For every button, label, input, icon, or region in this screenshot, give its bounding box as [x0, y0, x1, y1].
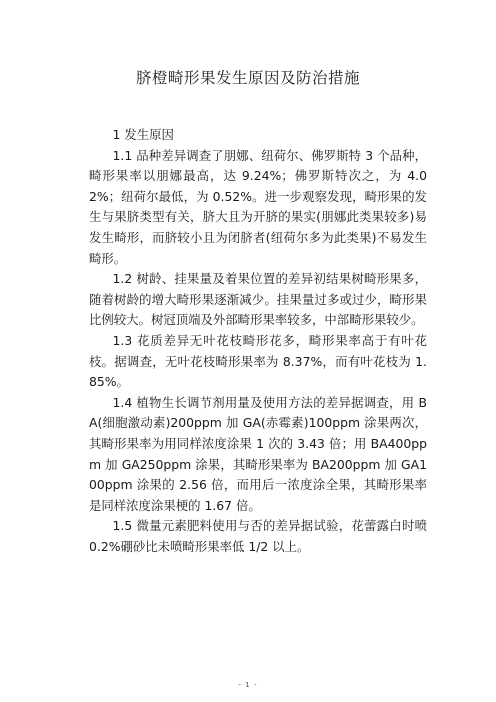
paragraph-growth-regulator-difference: 1.4 植物生长调节剂用量及使用方法的差异据调查，用 BA(细胞激动素)200ppm 加 GA(赤霉素)100ppm 涂果两次，其畸形果率为用同样浓度涂果 1 次的 3.43 倍；用 BA400ppm 加 GA250ppm 涂果，其畸形果率为 BA200ppm 加 GA100ppm 涂果的 2.56 倍，而用后一浓度涂全果，其畸形果率是同样浓度涂果梗的 1.67 倍。 [89, 394, 427, 513]
paragraph-tree-age-difference: 1.2 树龄、挂果量及着果位置的差异初结果树畸形果多，随着树龄的增大畸形果逐渐减少。挂果量过多或过少，畸形果比例较大。树冠顶端及外部畸形果率较多，中部畸形果较少。 [89, 271, 427, 328]
paragraph-trace-element-difference: 1.5 微量元素肥料使用与否的差异据试验，花蕾露白时喷 0.2%硼砂比未喷畸形果率低 1/2 以上。 [89, 518, 427, 554]
section-heading: 1 发生原因 [112, 127, 174, 142]
document-title: 脐橙畸形果发生原因及防治措施 [135, 69, 360, 87]
paragraph-flower-quality-difference: 1.3 花质差异无叶花枝畸形花多，畸形果率高于有叶花枝。据调查，无叶花枝畸形果率为 8.37%，而有叶花枝为 1.85%。 [89, 332, 427, 390]
page-number: - 1 - [238, 681, 258, 689]
paragraph-variety-difference: 1.1 品种差异调查了朋娜、纽荷尔、佛罗斯特 3 个品种，畸形果率以朋娜最高，达 9.24%；佛罗斯特次之，为 4.02%；纽荷尔最低，为 0.52%。进一步观察发现，畸形果的发生与果脐类型有关，脐大且为开脐的果实(朋娜此类果较多)易发生畸形，而脐较小且为闭脐者(纽荷尔多为此类果)不易发生畸形。 [89, 147, 427, 266]
document-body [89, 125, 427, 557]
